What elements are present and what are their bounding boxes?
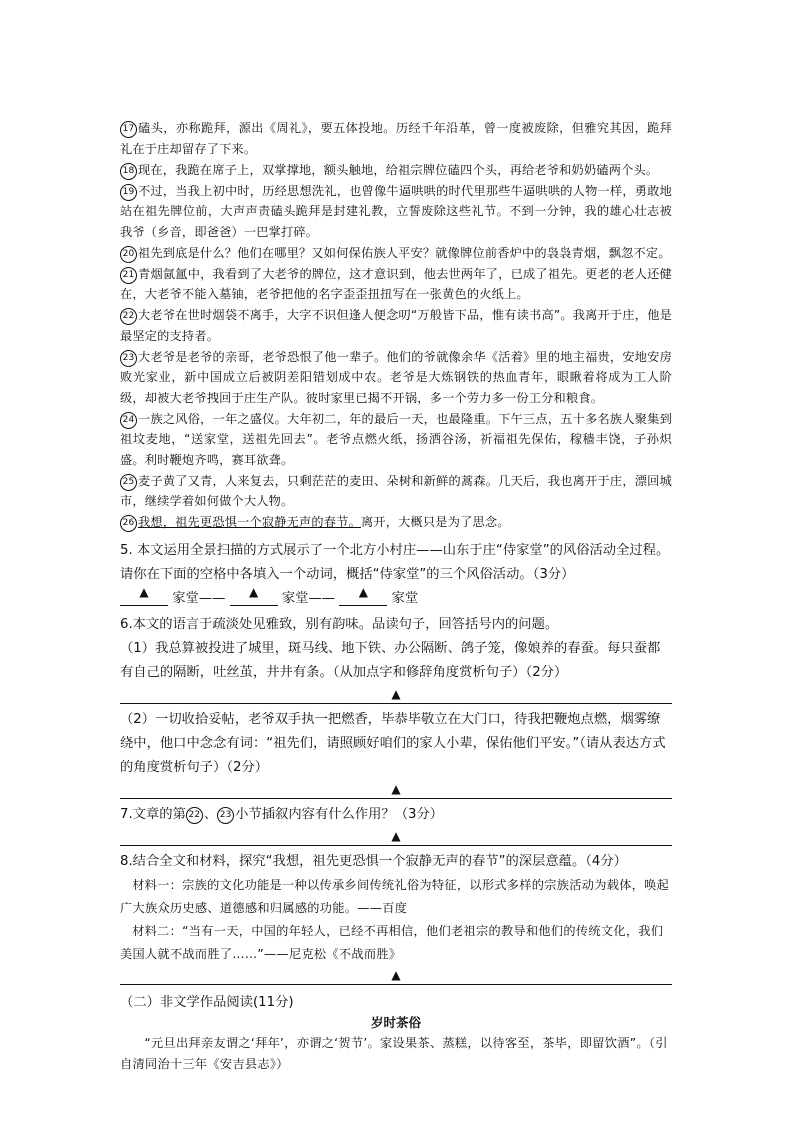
paragraph-18 <box>120 160 672 181</box>
answer-line[interactable] <box>120 685 672 704</box>
q7-text: 7.文章的第 <box>120 806 186 822</box>
triangle-icon: ▲ <box>391 828 401 843</box>
paragraph-25 <box>120 471 672 512</box>
article-body: “元旦出拜亲友谓之‘拜年’，亦谓之‘贺节’。家设果茶、蒸糕，以待客至，茶毕，即留饮酒”。（引自清同治十三年《安吉县志》） <box>120 1035 668 1071</box>
paragraph-number: 22 <box>120 308 137 325</box>
paragraph-26 <box>120 512 672 533</box>
answer-line[interactable] <box>120 827 672 846</box>
paragraph-text: 青烟氤氲中，我看到了大老爷的牌位，这才意识到，他去世两年了，已成了祖先。更老的老人还健在，大老爷不能入墓铀，老爷把他的名字歪歪扭扭写在一张黄色的火纸上。 <box>120 266 672 301</box>
paragraph-21 <box>120 264 672 305</box>
article-title: 岁时茶俗 <box>370 1014 421 1030</box>
answer-blank-2[interactable] <box>230 584 278 606</box>
paragraph-number: 20 <box>120 246 137 263</box>
paragraph-number: 25 <box>120 474 137 491</box>
paragraph-20 <box>120 243 672 264</box>
paragraph-text: 麦子黄了又青，人来复去，只剩茫茫的麦田、朵树和新鲜的蒿森。几天后，我也离开于庄，漂回城市，继续学着如何做个大人物。 <box>120 473 672 508</box>
triangle-icon: ▲ <box>391 686 401 701</box>
paragraph-number: 17 <box>120 121 137 138</box>
answer-blank-1[interactable] <box>120 584 168 606</box>
paragraph-text: 一族之风俗，一年之盛仪。大年初二，年的最后一天，也最隆重。下午三点，五十多名族人聚集到祖坟麦地，“送家堂，送祖先回去”。老爷点燃火纸，扬洒谷汤，祈福祖先保佑，稼穑丰饶，子孙炽盛。利时鞭炮齐鸣，赛耳欲聋。 <box>120 411 672 467</box>
triangle-icon: ▲ <box>358 584 368 599</box>
paragraph-17 <box>120 118 672 159</box>
paragraph-text: 离开，大概只是为了思念。 <box>360 515 510 529</box>
paragraph-text: 大老爷是老爷的亲哥，老爷恐恨了他一辈子。他们的爷就像余华《活着》里的地主福贵，安地安房败光家业，新中国成立后被阴差阳错划成中农。老爷是大炼钢铁的热血青年，眼瞅着将成为工人阶级，却被大老爷拽回于庄生产队。彼时家里已揭不开锅，多一个劳力多一份工分和粮食。 <box>120 349 672 405</box>
paragraph-19 <box>120 181 672 243</box>
paragraph-number: 23 <box>120 350 137 367</box>
paragraph-number: 22 <box>186 807 203 824</box>
paragraph-22 <box>120 305 672 346</box>
underlined-sentence: 我想，祖先更恐惧一个寂静无声的春节。 <box>138 515 361 529</box>
blank-label: 家堂 <box>391 590 419 606</box>
question-6-sub-1: （1）我总算被投进了城里，斑马线、地下铁、办公隔断、鸽子笼，像娘养的春蚕。每只蚕都有自己的隔断，吐丝茧，井井有条。（从加点字和修辞角度赏析句子）（2分） <box>120 640 661 680</box>
question-6: 6.本文的语言于疏淡处见雅致，别有韵味。品读句子，回答括号内的问题。 <box>120 616 559 632</box>
paragraph-number: 26 <box>120 515 137 532</box>
paragraph-number: 19 <box>120 184 137 201</box>
paragraph-text: 大老爷在世时烟袋不离手，大字不识但逢人便念叨“万般皆下品，惟有读书高”。我离开于庄，他是最坚定的支持者。 <box>120 308 672 343</box>
paragraph-number: 24 <box>120 412 137 429</box>
paragraph-text: 现在，我跪在席子上，双掌撑地，额头触地，给祖宗牌位磕四个头，再给老爷和奶奶磕两个头。 <box>138 162 659 177</box>
answer-line[interactable] <box>120 780 672 799</box>
question-5-blanks <box>120 584 672 613</box>
q7-text: 小节插叙内容有什么作用？（3分） <box>235 806 444 822</box>
paragraph-number: 18 <box>120 163 137 180</box>
triangle-icon: ▲ <box>249 584 259 599</box>
paragraph-number: 21 <box>120 267 137 284</box>
paragraph-text: 祖先到底是什么？他们在哪里？又如何保佑族人平安？就像牌位前香炉中的袅袅青烟，飘忽不定。 <box>138 245 671 260</box>
exam-page <box>120 118 672 1075</box>
question-7 <box>120 803 672 827</box>
paragraph-23 <box>120 347 672 409</box>
paragraph-number: 23 <box>217 807 234 824</box>
passage-paragraphs <box>120 118 672 533</box>
dash: —— <box>308 590 336 606</box>
question-5: 5. 本文运用全景扫描的方式展示了一个北方小村庄——山东于庄“侍家堂”的风俗活动全过程。请你在下面的空格中各填入一个动词，概括“侍家堂”的三个风俗活动。（3分） <box>120 542 670 582</box>
paragraph-text: 磕头，亦称跪拜，源出《周礼》，要五体投地。历经千年沿革，曾一度被废除，但雅究其因，跪拜礼在于庄却留存了下来。 <box>120 121 672 156</box>
blank-label: 家堂 <box>281 590 309 606</box>
question-8: 8.结合全文和材料，探究“我想，祖先更恐惧一个寂静无声的春节”的深层意蕴。（4分） <box>120 853 627 869</box>
material-2: 材料二：“当有一天，中国的年轻人，已经不再相信，他们老祖宗的教导和他们的传统文化，我们美国人就不战而胜了……”——尼克松《不战而胜》 <box>120 923 664 961</box>
answer-line[interactable] <box>120 966 672 985</box>
triangle-icon: ▲ <box>139 584 149 599</box>
dash: —— <box>198 590 226 606</box>
answer-blank-3[interactable] <box>339 584 387 606</box>
blank-label: 家堂 <box>172 590 199 606</box>
triangle-icon: ▲ <box>391 967 401 982</box>
q7-sep: 、 <box>203 806 218 822</box>
triangle-icon: ▲ <box>391 781 401 796</box>
paragraph-text: 不过，当我上初中时，历经思想洗礼，也曾像牛逼哄哄的时代里那些牛逼哄哄的人物一样，勇敢地站在祖先牌位前，大声声责磕头跪拜是封建礼教，立誓废除这些礼节。不到一分钟，我的雄心壮志被我爷（乡音，即爸爸）一巴掌打碎。 <box>120 183 672 239</box>
section-heading: （二）非文学作品阅读(11分) <box>120 994 294 1010</box>
material-1: 材料一：宗族的文化功能是一种以传承乡间传统礼俗为特征，以形式多样的宗族活动为载体，唤起广大族众历史感、道德感和归属感的功能。——百度 <box>120 877 670 915</box>
paragraph-24 <box>120 409 672 471</box>
question-6-sub-2: （2）一切收拾妥帖，老爷双手执一把燃香，毕恭毕敬立在大门口，待我把鞭炮点燃，烟雾缭绕中，他口中念念有词：“祖先们，请照顾好咱们的家人小辈，保佑他们平安。”（请从表达方式的角度赏析句子）（2分） <box>120 711 666 775</box>
